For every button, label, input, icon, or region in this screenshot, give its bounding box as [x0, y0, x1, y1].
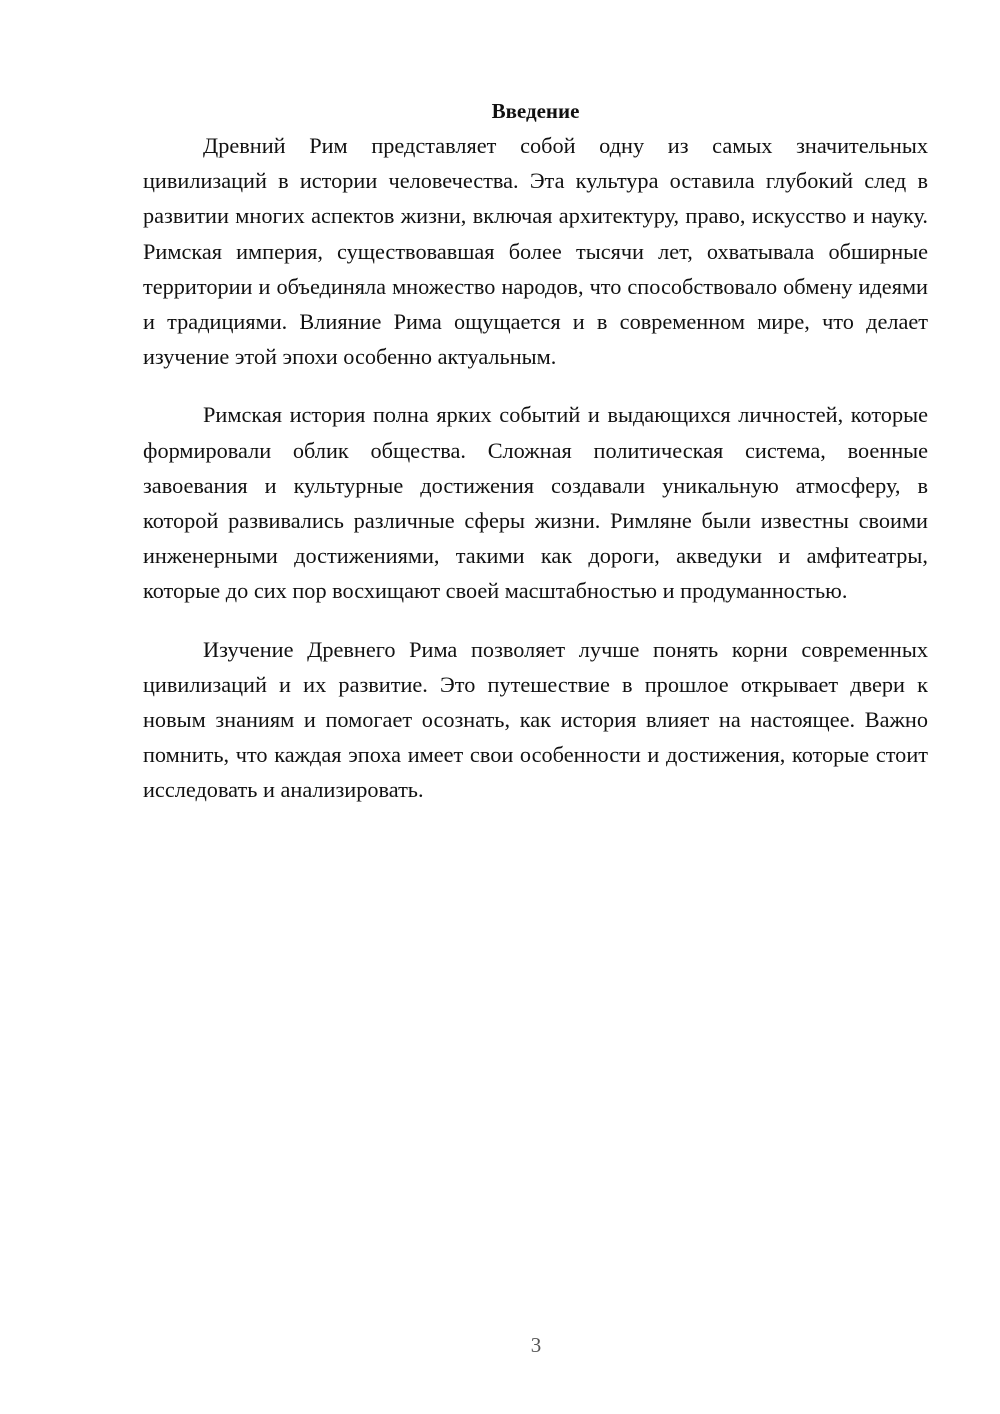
paragraph-1: Древний Рим представляет собой одну из самых значительных цивилизаций в истории человечества. Эта культура оставила глубокий след в развитии многих аспектов жизни, включая архитектуру, право, искусство и науку. Римская империя, существовавшая более тысячи лет, охватывала обширные территории и объединяла множество народов, что способствовало обмену идеями и традициями. Влияние Рима ощущается и в современном мире, что делает изучение этой эпохи особенно актуальным.: [143, 133, 928, 370]
page-number: 3: [530, 1333, 542, 1357]
section-title: Введение: [491, 99, 580, 123]
paragraph-3: Изучение Древнего Рима позволяет лучше понять корни современных цивилизаций и их развитие. Это путешествие в прошлое открывает двери к новым знаниям и помогает осознать, как история влияет на настоящее. Важно помнить, что каждая эпоха имеет свои особенности и достижения, которые стоит исследовать и анализировать.: [143, 636, 928, 803]
page-content: [143, 96, 928, 808]
paragraph-2: Римская история полна ярких событий и выдающихся личностей, которые формировали облик общества. Сложная политическая система, военные завоевания и культурные достижения создавали уникальную атмосферу, в которой развивались различные сферы жизни. Римляне были известны своими инженерными достижениями, такими как дороги, акведуки и амфитеатры, которые до сих пор восхищают своей масштабностью и продуманностью.: [143, 402, 928, 604]
